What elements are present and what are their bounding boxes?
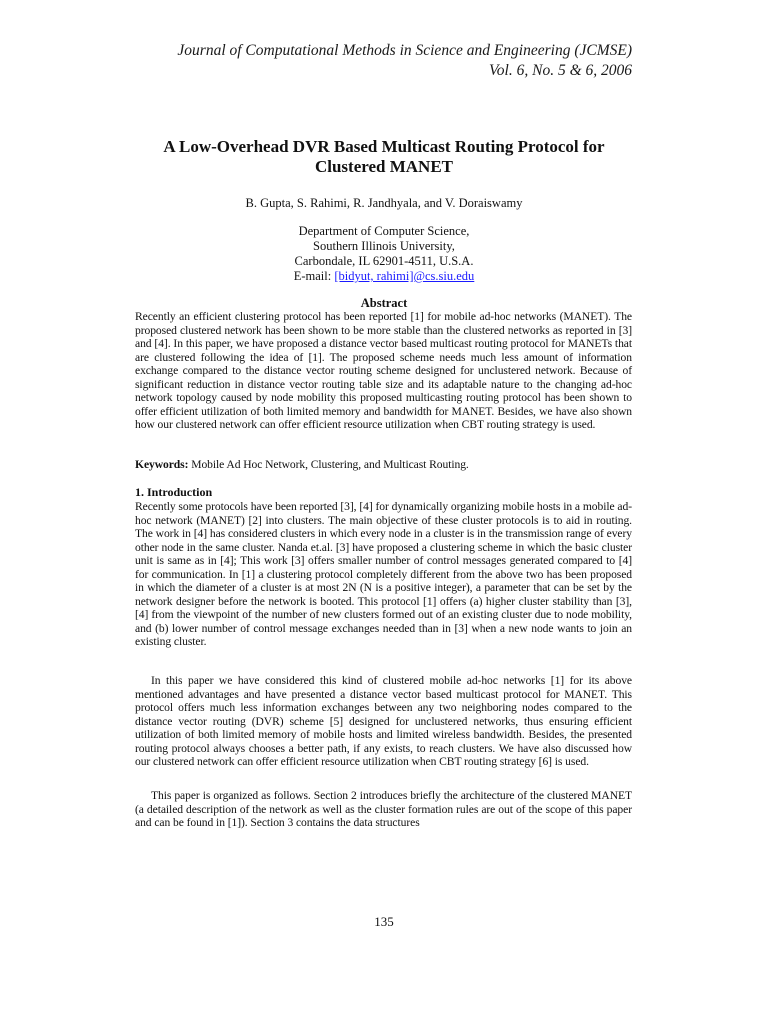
section-heading-introduction: 1. Introduction [135,485,213,499]
intro-paragraph-3: This paper is organized as follows. Section 2 introduces briefly the architecture of the clustered MANET (a detailed description of the network as well as the cluster formation rules are out of the scope of this paper and can be found in [1]). Section 3 contains the data structures [135,789,632,829]
email-link[interactable]: [bidyut, rahimi]@cs.siu.edu [334,269,475,283]
journal-volume: Vol. 6, No. 5 & 6, 2006 [489,62,632,79]
affiliation-department: Department of Computer Science, [298,224,470,238]
paper-title [120,137,648,177]
keywords-line [135,458,632,472]
affiliation-university: Southern Illinois University, [313,239,455,253]
abstract-heading: Abstract [360,296,408,310]
journal-name: Journal of Computational Methods in Science and Engineering (JCMSE) [177,42,632,59]
journal-header [177,41,632,81]
page-number: 135 [374,914,394,929]
email-prefix: E-mail: [293,269,335,283]
paper-authors: B. Gupta, S. Rahimi, R. Jandhyala, and V. Doraiswamy [245,196,523,210]
keywords-label: Keywords: [135,458,189,471]
affiliation-address: Carbondale, IL 62901-4511, U.S.A. [294,254,474,268]
affiliation-email-line [120,269,648,284]
paper-title-line-2: Clustered MANET [314,157,454,176]
abstract-text: Recently an efficient clustering protocol has been reported [1] for mobile ad-hoc networks (MANET). The proposed clustered network has been shown to be more stable than the clustered networks as reported in [3] and [4]. In this paper, we have proposed a distance vector based multicast routing protocol for MANETs that are clustered following the idea of [1]. The proposed scheme needs much less amount of information exchange compared to the distance vector routing scheme designed for unclustered network. Because of significant reduction in distance vector routing table size and its adaptable nature to the changing ad-hoc network topology caused by node mobility this proposed multicasting routing protocol has been shown to offer efficient utilization of both limited memory and bandwidth for MANET. Besides, we have also shown how our clustered network can offer efficient resource utilization when CBT routing strategy is used. [135,310,632,431]
paper-title-line-1: A Low-Overhead DVR Based Multicast Routing Protocol for [163,137,605,156]
intro-paragraph-1: Recently some protocols have been reported [3], [4] for dynamically organizing mobile hosts in a mobile ad-hoc network (MANET) [2] into clusters. The main objective of these cluster protocols is to aid in routing. The work in [4] has considered clusters in which every node in a cluster is in the transmission range of every other node in the same cluster. Nanda et.al. [3] have proposed a clustering scheme in which the basic cluster unit is same as in [4]; This work [3] offers smaller number of control messages generated compared to [4] for communication. In [1] a clustering protocol completely different from the above two has been proposed in which the diameter of a cluster is at most 2N (N is a positive integer), a parameter that can be set by the network designer before the network is booted. This protocol [1] offers (a) higher cluster stability than [3], [4] from the viewpoint of the number of new clusters formed out of an existing cluster due to node mobility, and (b) lower number of control message exchanges needed than in [3] when a new node wants to join an existing cluster. [135,500,632,648]
affiliation-block [120,224,648,284]
keywords-text: Mobile Ad Hoc Network, Clustering, and Multicast Routing. [188,458,469,471]
intro-paragraph-2: In this paper we have considered this kind of clustered mobile ad-hoc networks [1] for its above mentioned advantages and have presented a distance vector based multicast protocol for MANET. This protocol offers much less information exchanges between any two neighboring nodes compared to the distance vector routing (DVR) scheme [5] designed for unclustered networks, thus ensuring efficient utilization of both limited memory of mobile hosts and limited wireless bandwidth. Besides, the presented routing protocol always chooses a better path, if any exists, to reach clusters. We have also discussed how our clustered network can offer efficient resource utilization when CBT routing strategy [6] is used. [135,674,632,768]
